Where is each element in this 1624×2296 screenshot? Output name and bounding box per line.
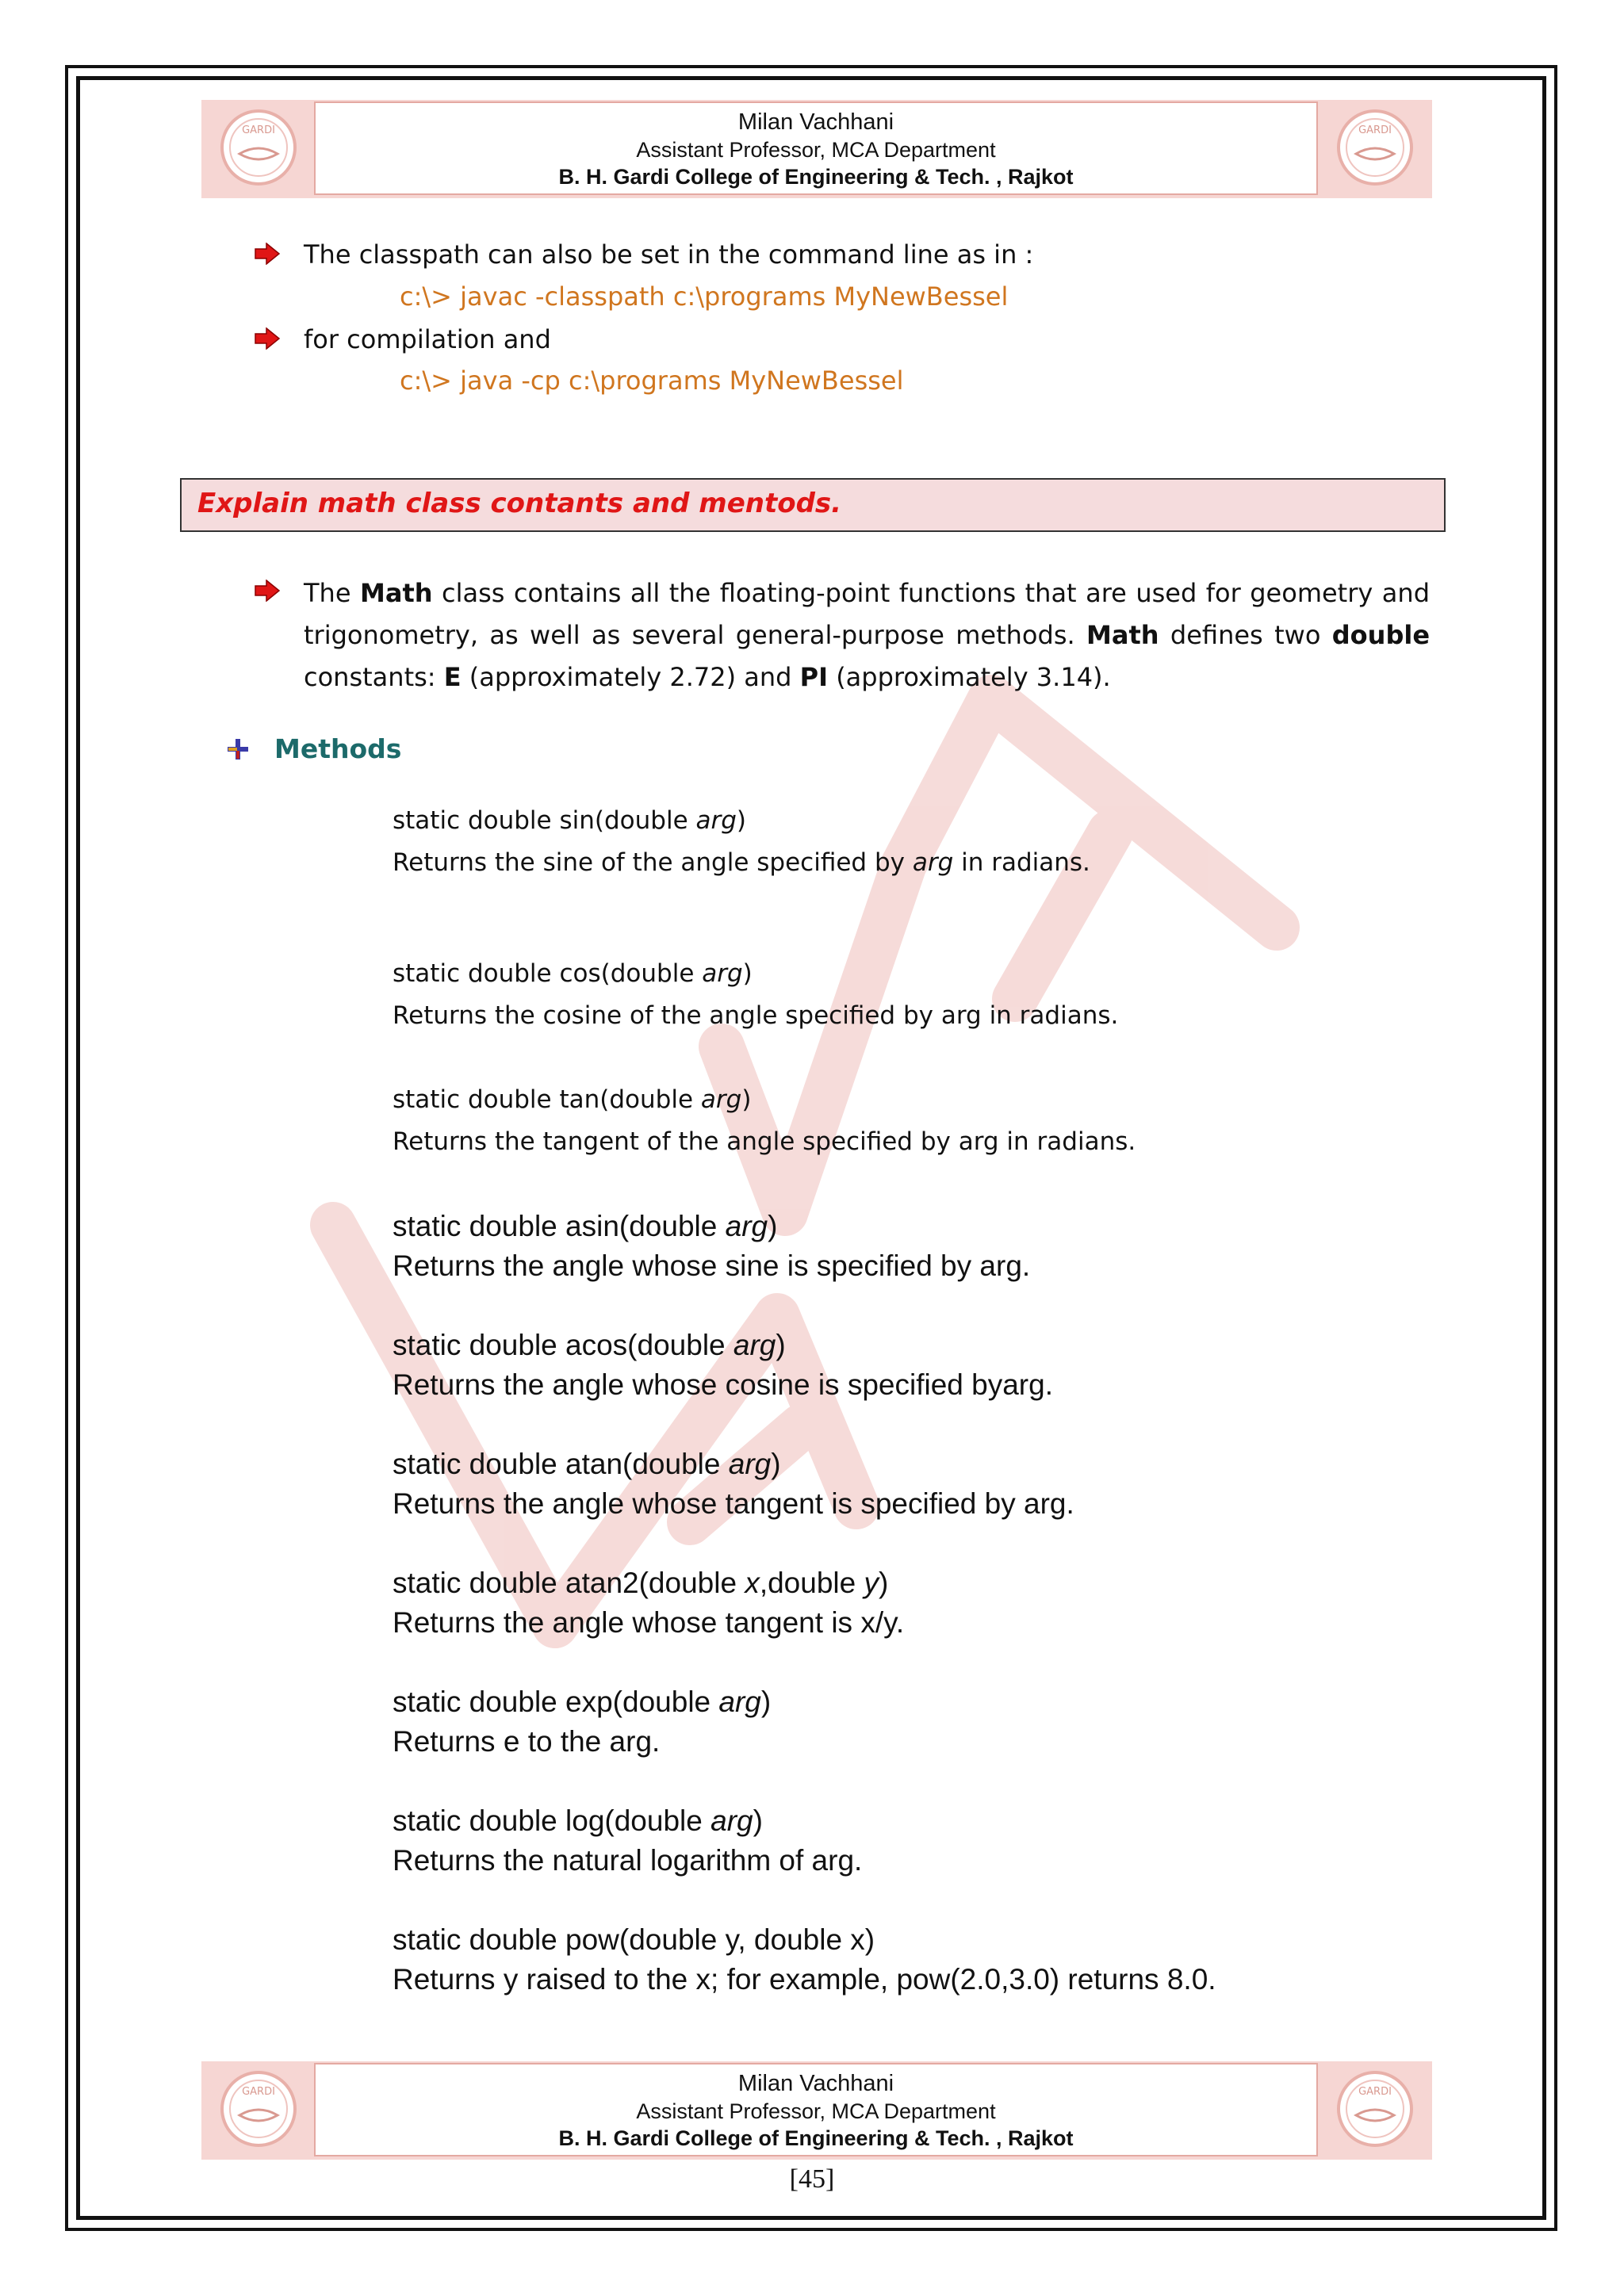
math-class-intro: The Math class contains all the floating-point functions that are used for geometry and trigonometry, as well as several general-purpose methods. Math defines two double constants: E (approximately 2.72) and PI (approximately 3.14). xyxy=(304,578,1431,692)
page-footer xyxy=(201,2061,1432,2160)
svg-text:GARDI: GARDI xyxy=(242,124,275,136)
method-description: Returns y raised to the x; for example, pow(2.0,3.0) returns 8.0. xyxy=(393,1963,1216,1996)
svg-text:GARDI: GARDI xyxy=(1358,124,1392,136)
page-header xyxy=(201,100,1432,198)
method-description: Returns e to the arg. xyxy=(393,1725,661,1758)
method-description: Returns the angle whose sine is specified by arg. xyxy=(393,1249,1031,1282)
svg-text:GARDI: GARDI xyxy=(242,2086,275,2098)
method-signature: static double exp(double arg) xyxy=(393,1686,772,1718)
college-seal-icon xyxy=(1335,2069,1415,2149)
college-name: B. H. Gardi College of Engineering & Tech. , Rajkot xyxy=(558,165,1074,189)
red-arrow-bullet-icon xyxy=(254,327,281,350)
college-seal-icon xyxy=(219,108,298,187)
method-signature: static double sin(double arg) xyxy=(393,806,747,835)
college-seal-icon xyxy=(1335,108,1415,187)
question-text: Explain math class contants and mentods. xyxy=(197,488,842,519)
method-signature: static double atan(double arg) xyxy=(393,1448,781,1480)
footer-box xyxy=(314,2063,1318,2156)
cross-bullet-icon xyxy=(226,737,250,761)
author-name: Milan Vachhani xyxy=(737,2071,894,2096)
author-title: Assistant Professor, MCA Department xyxy=(636,2099,996,2123)
author-name: Milan Vachhani xyxy=(737,109,894,135)
method-description: Returns the angle whose tangent is specified by arg. xyxy=(393,1487,1074,1520)
method-signature: static double log(double arg) xyxy=(393,1804,763,1837)
method-description: Returns the sine of the angle specified by arg in radians. xyxy=(393,848,1090,877)
college-name: B. H. Gardi College of Engineering & Tech. , Rajkot xyxy=(558,2126,1074,2150)
method-signature: static double cos(double arg) xyxy=(393,959,753,988)
compilation-bullet-text: for compilation and xyxy=(304,324,551,354)
method-signature: static double atan2(double x,double y) xyxy=(393,1567,889,1599)
method-signature: static double acos(double arg) xyxy=(393,1329,786,1361)
java-command: c:\> java -cp c:\programs MyNewBessel xyxy=(400,365,904,396)
author-title: Assistant Professor, MCA Department xyxy=(636,138,996,162)
header-box xyxy=(314,101,1318,195)
red-arrow-bullet-icon xyxy=(254,580,281,602)
method-description: Returns the cosine of the angle specified by arg in radians. xyxy=(393,1001,1119,1030)
method-description: Returns the natural logarithm of arg. xyxy=(393,1844,863,1877)
college-seal-icon xyxy=(219,2069,298,2149)
svg-text:GARDI: GARDI xyxy=(1358,2086,1392,2098)
javac-command: c:\> javac -classpath c:\programs MyNewBessel xyxy=(400,281,1009,312)
method-signature: static double tan(double arg) xyxy=(393,1085,752,1114)
question-heading xyxy=(180,478,1446,532)
method-description: Returns the angle whose cosine is specified byarg. xyxy=(393,1368,1053,1401)
classpath-bullet-text: The classpath can also be set in the command line as in : xyxy=(304,239,1034,270)
method-signature: static double pow(double y, double x) xyxy=(393,1923,875,1956)
page-number: [45] xyxy=(789,2164,835,2194)
method-signature: static double asin(double arg) xyxy=(393,1210,778,1242)
methods-heading: Methods xyxy=(274,733,402,764)
red-arrow-bullet-icon xyxy=(254,243,281,265)
method-description: Returns the tangent of the angle specified by arg in radians. xyxy=(393,1127,1136,1156)
method-description: Returns the angle whose tangent is x/y. xyxy=(393,1606,905,1639)
